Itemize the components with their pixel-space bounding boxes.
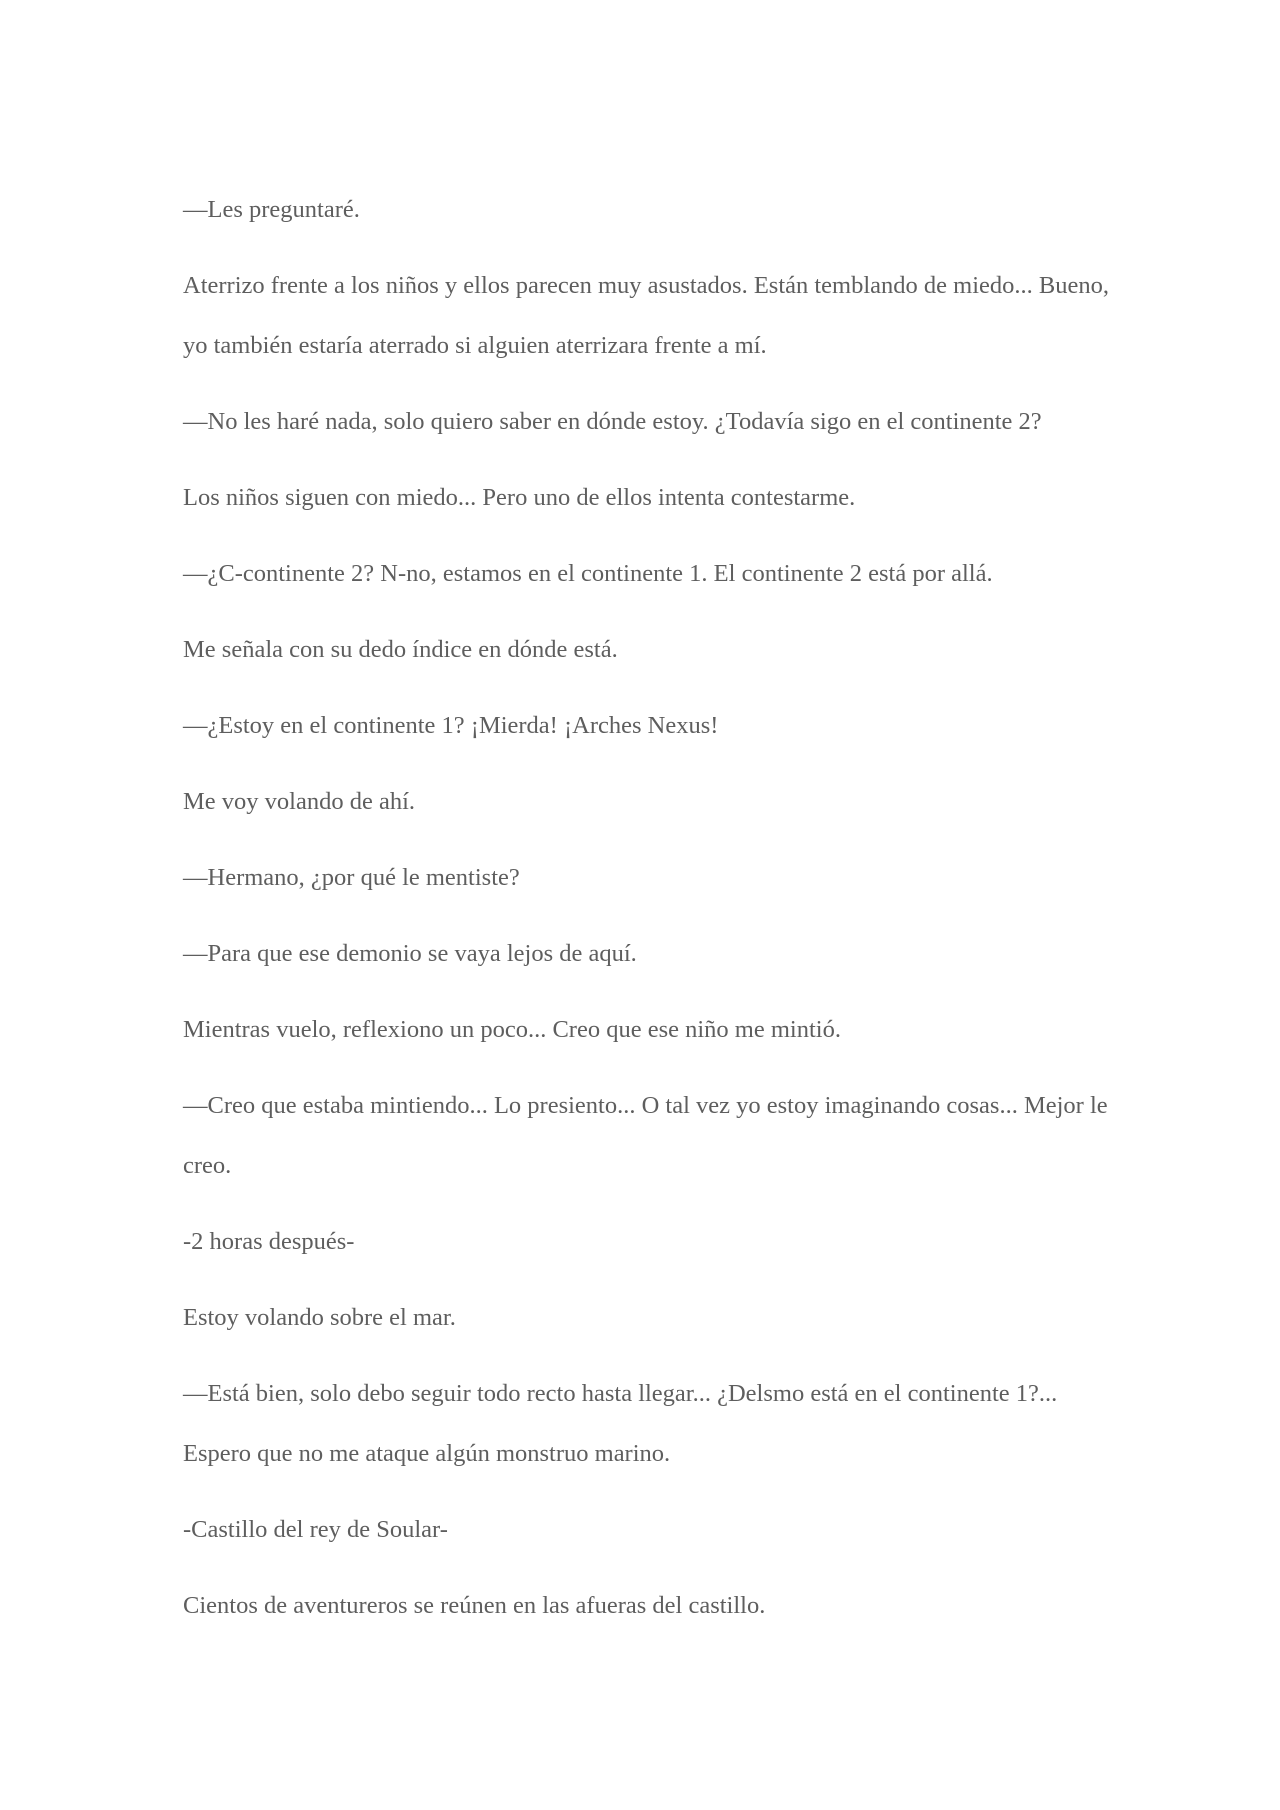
paragraph: —Les preguntaré.: [183, 196, 360, 223]
paragraph: —Para que ese demonio se vaya lejos de aquí.: [183, 940, 637, 967]
paragraph: —No les haré nada, solo quiero saber en dónde estoy. ¿Todavía sigo en el continente 2?: [183, 408, 1042, 435]
paragraph: Cientos de aventureros se reúnen en las afueras del castillo.: [183, 1592, 766, 1619]
paragraph: Me voy volando de ahí.: [183, 788, 416, 815]
paragraph: Mientras vuelo, reflexiono un poco... Creo que ese niño me mintió.: [183, 1016, 841, 1043]
paragraph: Me señala con su dedo índice en dónde está.: [183, 636, 618, 663]
paragraph: —Creo que estaba mintiendo... Lo presiento... O tal vez yo estoy imaginando cosas... Mejor le creo.: [183, 1092, 1108, 1179]
paragraph: —Está bien, solo debo seguir todo recto hasta llegar... ¿Delsmo está en el continente 1?... Espero que no me ataque algún monstruo marino.: [183, 1380, 1058, 1467]
paragraph: Aterrizo frente a los niños y ellos parecen muy asustados. Están temblando de miedo... Bueno, yo también estaría aterrado si alguien aterrizara frente a mí.: [183, 272, 1109, 359]
paragraph: —¿C-continente 2? N-no, estamos en el continente 1. El continente 2 está por allá.: [183, 560, 993, 587]
paragraph: Estoy volando sobre el mar.: [183, 1304, 456, 1331]
paragraph: -2 horas después-: [183, 1228, 355, 1255]
paragraph: —¿Estoy en el continente 1? ¡Mierda! ¡Arches Nexus!: [183, 712, 719, 739]
paragraph: —Hermano, ¿por qué le mentiste?: [183, 864, 520, 891]
paragraph: -Castillo del rey de Soular-: [183, 1516, 448, 1543]
document-body: [183, 180, 1113, 1652]
paragraph: Los niños siguen con miedo... Pero uno de ellos intenta contestarme.: [183, 484, 856, 511]
